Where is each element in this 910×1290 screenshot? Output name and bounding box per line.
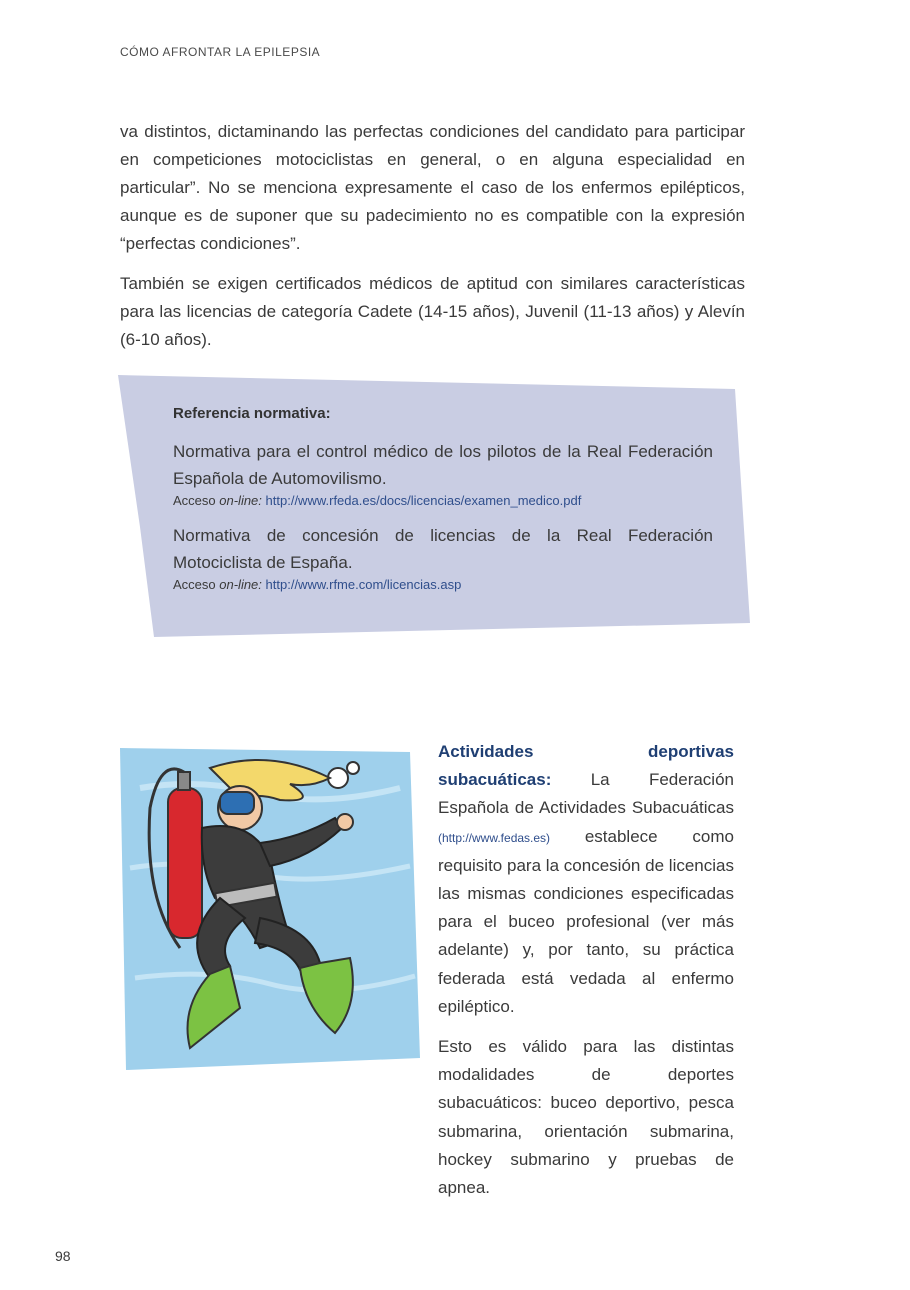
reference-item [173,522,713,594]
access-prefix: Acceso [173,493,216,508]
running-title: CÓMO AFRONTAR LA EPILEPSIA [120,45,321,59]
reference-link[interactable]: http://www.rfme.com/licencias.asp [265,577,462,592]
access-online-label: on-line: [219,577,262,592]
body-paragraph-2: También se exigen certificados médicos de aptitud con similares características para las licencias de categoría Cadete (14-15 años), Juvenil (11-13 años) y Alevín (6-10 años). [120,274,745,349]
reference-text: Normativa de concesión de licencias de la Real Federación Motociclista de España. [173,526,713,572]
fedas-link[interactable]: (http://www.fedas.es) [438,830,551,845]
reference-text: Normativa para el control médico de los pilotos de la Real Federación Española de Automovilismo. [173,442,713,488]
reference-access [173,576,713,594]
page-number: 98 [55,1248,71,1264]
underwater-sports-section [438,738,734,1214]
underwater-text-b: establece como requisito para la concesión de licencias las mismas condiciones especificadas para el buceo profesional (ver más adelante) y, por tanto, su práctica federada está vedada al enfermo epiléptico. [438,826,734,1016]
scuba-diver-illustration [120,748,420,1070]
reference-title: Referencia normativa: [173,405,331,422]
underwater-paragraph-1 [438,738,734,1021]
reference-link[interactable]: http://www.rfeda.es/docs/licencias/examen_medico.pdf [265,493,582,508]
body-paragraph-1: va distintos, dictaminando las perfectas condiciones del candidato para participar en competiciones motociclistas en general, o en alguna especialidad en particular”. No se menciona expresamente el caso de los enfermos epilépticos, aunque es de suponer que su padecimiento no es compatible con la expresión “perfectas condiciones”. [120,122,745,253]
underwater-text-a: La Federación Española de Actividades Subacuáticas [438,770,734,818]
access-online-label: on-line: [219,493,262,508]
reference-item [173,438,713,510]
section-title: Actividades deportivas subacuáticas: [438,742,734,790]
reference-box [118,375,750,637]
access-prefix: Acceso [173,577,216,592]
scuba-diver-icon [120,748,420,1070]
underwater-paragraph-2: Esto es válido para las distintas modalidades de deportes subacuáticos: buceo deportivo, pesca submarina, orientación submarina, hockey submarino y pruebas de apnea. [438,1037,734,1198]
reference-access [173,492,713,510]
